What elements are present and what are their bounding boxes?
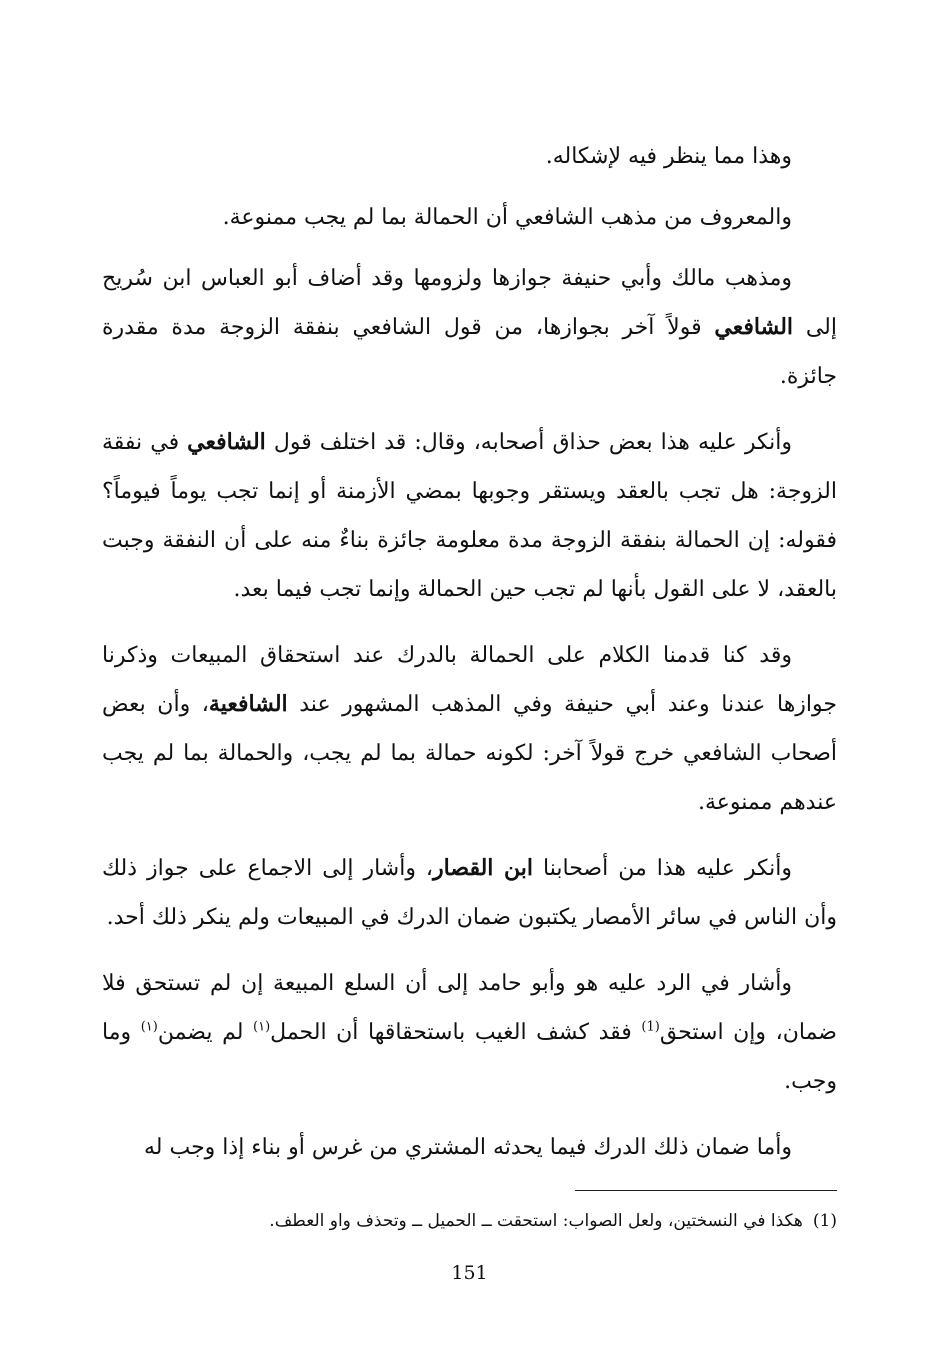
paragraph-7-text-b: فقد كشف الغيب باستحقاقها أن الحمل: [270, 1020, 642, 1045]
footnote-separator-rule: [575, 1190, 837, 1191]
emphasized-name-shafii: الشافعي: [187, 429, 266, 455]
paragraph-7-text-a: وأشار في الرد عليه هو وأبو حامد إلى أن السلع المبيعة إن لم تستحق فلا ضمان، وإن استحق: [102, 971, 837, 1045]
paragraph-2: والمعروف من مذهب الشافعي أن الحمالة بما لم يجب ممنوعة.: [222, 205, 792, 230]
paragraph-3-text-c: قولاً آخر بجوازها، من قول الشافعي بنفقة الزوجة مدة مقدرة جائزة.: [102, 315, 837, 389]
paragraph-6: [102, 844, 837, 942]
footnote: [102, 1207, 837, 1235]
paragraph-1: وهذا مما ينظر فيه لإشكاله.: [545, 144, 792, 169]
paragraph-4-text-a: وأنكر عليه هذا بعض حذاق أصحابه، وقال: قد اختلف قول: [265, 430, 793, 455]
paragraph-7: [102, 959, 837, 1106]
paragraph-5-text-a: وقد كنا قدمنا الكلام على الحمالة بالدرك عند استحقاق المبيعات وذكرنا جوازها عندنا وعند أبي حنيفة وفي المذهب المشهور عند: [102, 643, 838, 717]
footnote-reference-2[interactable]: (١): [253, 1019, 271, 1035]
emphasized-name-shafii: الشافعي: [714, 314, 794, 340]
footnote-reference-3[interactable]: (١): [140, 1019, 158, 1035]
footnote-text: هكذا في النسختين، ولعل الصواب: استحقت ــ الحميل ــ وتحذف واو العطف.: [269, 1211, 803, 1231]
paragraph-7-text-c: لم يضمن: [157, 1020, 254, 1045]
paragraph-6-text-a: وأنكر عليه هذا من أصحابنا: [533, 856, 792, 881]
emphasized-name-shafiiyya: الشافعية: [208, 691, 288, 717]
emphasized-name-ibn-al-qassar: ابن القصار: [433, 855, 534, 881]
page-number: 151: [451, 1262, 488, 1284]
paragraph-5: [102, 631, 837, 827]
paragraph-5-text-c: ، وأن بعض أصحاب الشافعي خرج قولاً آخر: لكونه حمالة بما لم يجب، والحمالة بما لم يجب عندهم ممنوعة.: [102, 692, 837, 815]
paragraph-8: وأما ضمان ذلك الدرك فيما يحدثه المشتري من غرس أو بناء إذا وجب له: [143, 1135, 792, 1160]
paragraph-3-text-a: ومذهب مالك وأبي حنيفة جوازها ولزومها وقد أضاف أبو العباس ابن سُريح إلى: [102, 266, 837, 340]
footnote-reference-1[interactable]: (1): [641, 1019, 660, 1035]
paragraph-4: [102, 418, 837, 614]
paragraph-7-text-d: وما وجب.: [102, 1020, 837, 1094]
paragraph-6-text-c: ، وأشار إلى الاجماع على جواز ذلك وأن الناس في سائر الأمصار يكتبون ضمان الدرك في المبيعات ولم ينكر ذلك أحد.: [102, 856, 837, 930]
paragraph-3: [102, 254, 837, 401]
footnote-number: (1): [812, 1211, 837, 1231]
main-text-block: [102, 132, 837, 1189]
paragraph-4-text-c: في نفقة الزوجة: هل تجب بالعقد ويستقر وجوبها بمضي الأزمنة أو إنما تجب يوماً فيوماً؟ فقوله: إن الحمالة بنفقة الزوجة مدة معلومة جائزة بناءٌ منه على أن النفقة وجبت بالعقد، لا على القول بأنها لم تجب حين الحمالة وإنما تجب فيما بعد.: [102, 430, 837, 602]
